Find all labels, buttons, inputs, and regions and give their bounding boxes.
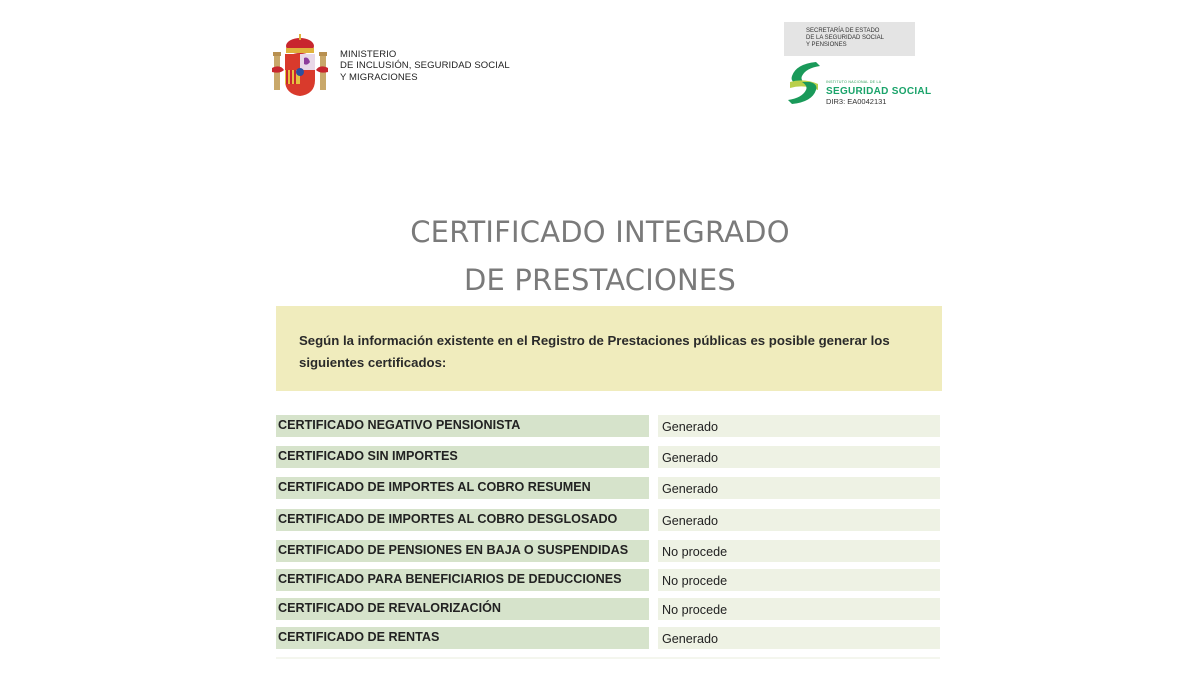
page-title-line2: DE PRESTACIONES [463, 263, 737, 297]
institute-name: SEGURIDAD SOCIAL [826, 86, 932, 97]
info-text: Según la información existente en el Registro de Prestaciones públicas es posible generar los siguientes certificados: [299, 333, 890, 370]
seguridad-social-logo-icon [786, 60, 822, 106]
secretaria-line2: DE LA SEGURIDAD SOCIAL [806, 35, 885, 41]
certificate-label: CERTIFICADO DE IMPORTES AL COBRO RESUMEN [276, 477, 649, 499]
certificate-row [276, 477, 940, 499]
certificate-label: CERTIFICADO NEGATIVO PENSIONISTA [276, 415, 649, 437]
certificate-row [276, 598, 940, 620]
secretaria-line1: SECRETARÍA DE ESTADO [806, 28, 880, 34]
divider [276, 657, 940, 659]
certificate-status: No procede [658, 569, 940, 591]
certificate-status: No procede [658, 598, 940, 620]
spain-coat-of-arms-icon [270, 34, 330, 98]
page-title [0, 208, 1200, 304]
certificate-row [276, 509, 940, 531]
page-title-line1: CERTIFICADO INTEGRADO [410, 215, 790, 249]
certificate-status: No procede [658, 540, 940, 562]
certificate-label: CERTIFICADO PARA BENEFICIARIOS DE DEDUCCIONES [276, 569, 649, 591]
certificate-label: CERTIFICADO DE RENTAS [276, 627, 649, 649]
certificate-row [276, 446, 940, 468]
certificate-row [276, 540, 940, 562]
info-box [276, 306, 942, 391]
certificate-status: Generado [658, 627, 940, 649]
certificate-status: Generado [658, 446, 940, 468]
certificate-status: Generado [658, 509, 940, 531]
certificate-label: CERTIFICADO DE PENSIONES EN BAJA O SUSPENDIDAS [276, 540, 649, 562]
ministry-name-line3: Y MIGRACIONES [340, 71, 418, 83]
certificate-status: Generado [658, 415, 940, 437]
certificate-label: CERTIFICADO SIN IMPORTES [276, 446, 649, 468]
certificate-row [276, 569, 940, 591]
ministry-name-line2: DE INCLUSIÓN, SEGURIDAD SOCIAL [340, 60, 510, 72]
secretaria-line3: Y PENSIONES [806, 42, 847, 48]
certificate-row [276, 415, 940, 437]
certificate-row [276, 627, 940, 649]
certificate-status: Generado [658, 477, 940, 499]
ministry-name-line1: MINISTERIO [340, 48, 397, 60]
institute-dir3: DIR3: EA0042131 [826, 97, 887, 106]
secretaria-box [784, 22, 915, 56]
ministry-header [270, 34, 510, 98]
institute-small-label: INSTITUTO NACIONAL DE LA [826, 80, 882, 84]
certificate-label: CERTIFICADO DE REVALORIZACIÓN [276, 598, 649, 620]
certificate-label: CERTIFICADO DE IMPORTES AL COBRO DESGLOSADO [276, 509, 649, 531]
